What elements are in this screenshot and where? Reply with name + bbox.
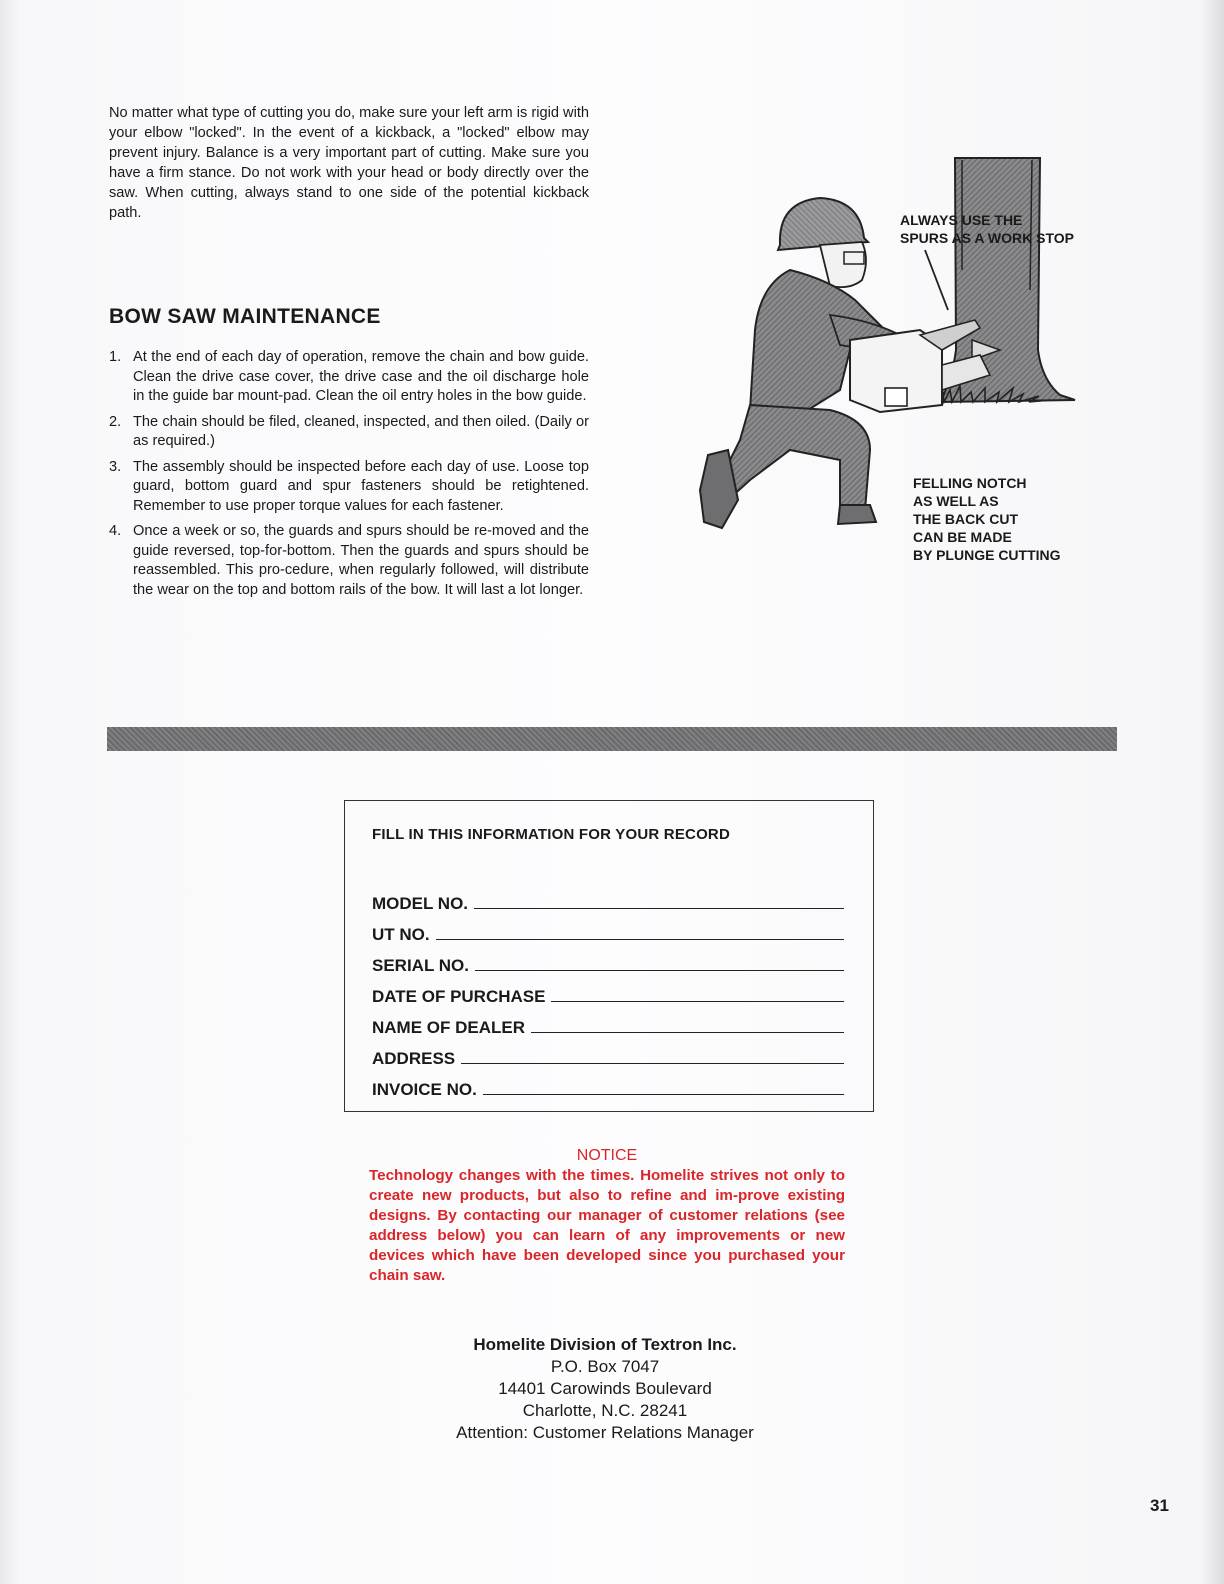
fill-line <box>461 1063 844 1064</box>
notice-block <box>369 1146 845 1286</box>
callout-spurs <box>900 211 1074 247</box>
maintenance-steps <box>109 348 589 606</box>
company-name: Homelite Division of Textron Inc. <box>473 1335 737 1354</box>
street-address: 14401 Carowinds Boulevard <box>498 1379 712 1398</box>
section-heading: BOW SAW MAINTENANCE <box>109 305 381 328</box>
callout-felling-notch <box>913 474 1061 564</box>
name-of-dealer-field <box>372 1007 844 1038</box>
field-label: UT NO. <box>372 925 430 944</box>
step-text: The assembly should be inspected before each day of use. Loose top guard, bottom guard and spur fasteners should be retightened. Remember to use proper torque values for each fastener. <box>133 458 589 514</box>
model-no-field <box>372 883 844 914</box>
callout-line: AS WELL AS <box>913 493 999 509</box>
field-label: INVOICE NO. <box>372 1080 477 1099</box>
fill-line <box>436 939 844 940</box>
maintenance-step <box>109 348 589 407</box>
notice-body: Technology changes with the times. Homelite strives not only to create new products, but also to refine and im-prove existing designs. By contacting our manager of customer relations (see address below) you can learn of any improvements or new devices which have been developed since you purchased your chain saw. <box>369 1167 845 1284</box>
step-text: At the end of each day of operation, remove the chain and bow guide. Clean the drive case cover, the drive case and the oil discharge hole in the guide bar mount-pad. Clean the oil entry holes in the bow guide. <box>133 349 589 404</box>
field-label: SERIAL NO. <box>372 956 469 975</box>
ut-no-field <box>372 914 844 945</box>
callout-line: CAN BE MADE <box>913 529 1012 545</box>
city-state-zip: Charlotte, N.C. 28241 <box>522 1401 688 1420</box>
fill-line <box>483 1094 844 1095</box>
step-number: 1. <box>109 349 122 365</box>
record-form <box>344 800 874 1112</box>
po-box: P.O. Box 7047 <box>550 1357 660 1376</box>
intro-paragraph: No matter what type of cutting you do, make sure your left arm is rigid with your elbow "locked". In the event of a kickback, a "locked" elbow may prevent injury. Balance is a very important part of cutting. Make sure you have a firm stance. Do not work with your head or body directly over the saw. When cutting, always stand to one side of the potential kickback path. <box>109 105 589 221</box>
page-number: 31 <box>1150 1496 1169 1515</box>
field-label: ADDRESS <box>372 1049 456 1068</box>
field-label: NAME OF DEALER <box>372 1018 525 1037</box>
callout-line: ALWAYS USE THE <box>900 212 1023 228</box>
callout-pointer <box>925 250 948 310</box>
maintenance-step <box>109 522 589 600</box>
company-address <box>380 1334 830 1444</box>
invoice-no-field <box>372 1069 844 1100</box>
callout-line: SPURS AS A WORK STOP <box>900 230 1074 246</box>
callout-line: THE BACK CUT <box>913 511 1018 527</box>
maintenance-step <box>109 458 589 517</box>
step-text: Once a week or so, the guards and spurs should be re-moved and the guide reversed, top-for-bottom. Then the guards and spurs should be reassembled. This pro-cedure, when regularly followed, will distribute the wear on the top and bottom rails of the bow. It will last a lot longer. <box>133 523 589 598</box>
callout-line: BY PLUNGE CUTTING <box>913 547 1061 563</box>
address-field <box>372 1038 844 1069</box>
step-number: 4. <box>109 523 122 539</box>
serial-no-field <box>372 945 844 976</box>
callout-line: FELLING NOTCH <box>913 475 1027 491</box>
fill-line <box>474 908 844 909</box>
section-divider-bar <box>107 727 1117 751</box>
record-form-title: FILL IN THIS INFORMATION FOR YOUR RECORD <box>372 826 730 843</box>
fill-line <box>551 1001 844 1002</box>
date-of-purchase-field <box>372 976 844 1007</box>
fill-line <box>531 1032 844 1033</box>
step-text: The chain should be filed, cleaned, inspected, and then oiled. (Daily or as required.) <box>133 413 589 449</box>
notice-title: NOTICE <box>576 1147 638 1164</box>
fill-line <box>475 970 844 971</box>
field-label: DATE OF PURCHASE <box>372 987 546 1006</box>
step-number: 2. <box>109 413 122 430</box>
maintenance-step <box>109 413 589 452</box>
record-fields <box>372 883 844 1100</box>
field-label: MODEL NO. <box>372 894 469 913</box>
attention-line: Attention: Customer Relations Manager <box>456 1423 754 1442</box>
step-number: 3. <box>109 458 122 475</box>
